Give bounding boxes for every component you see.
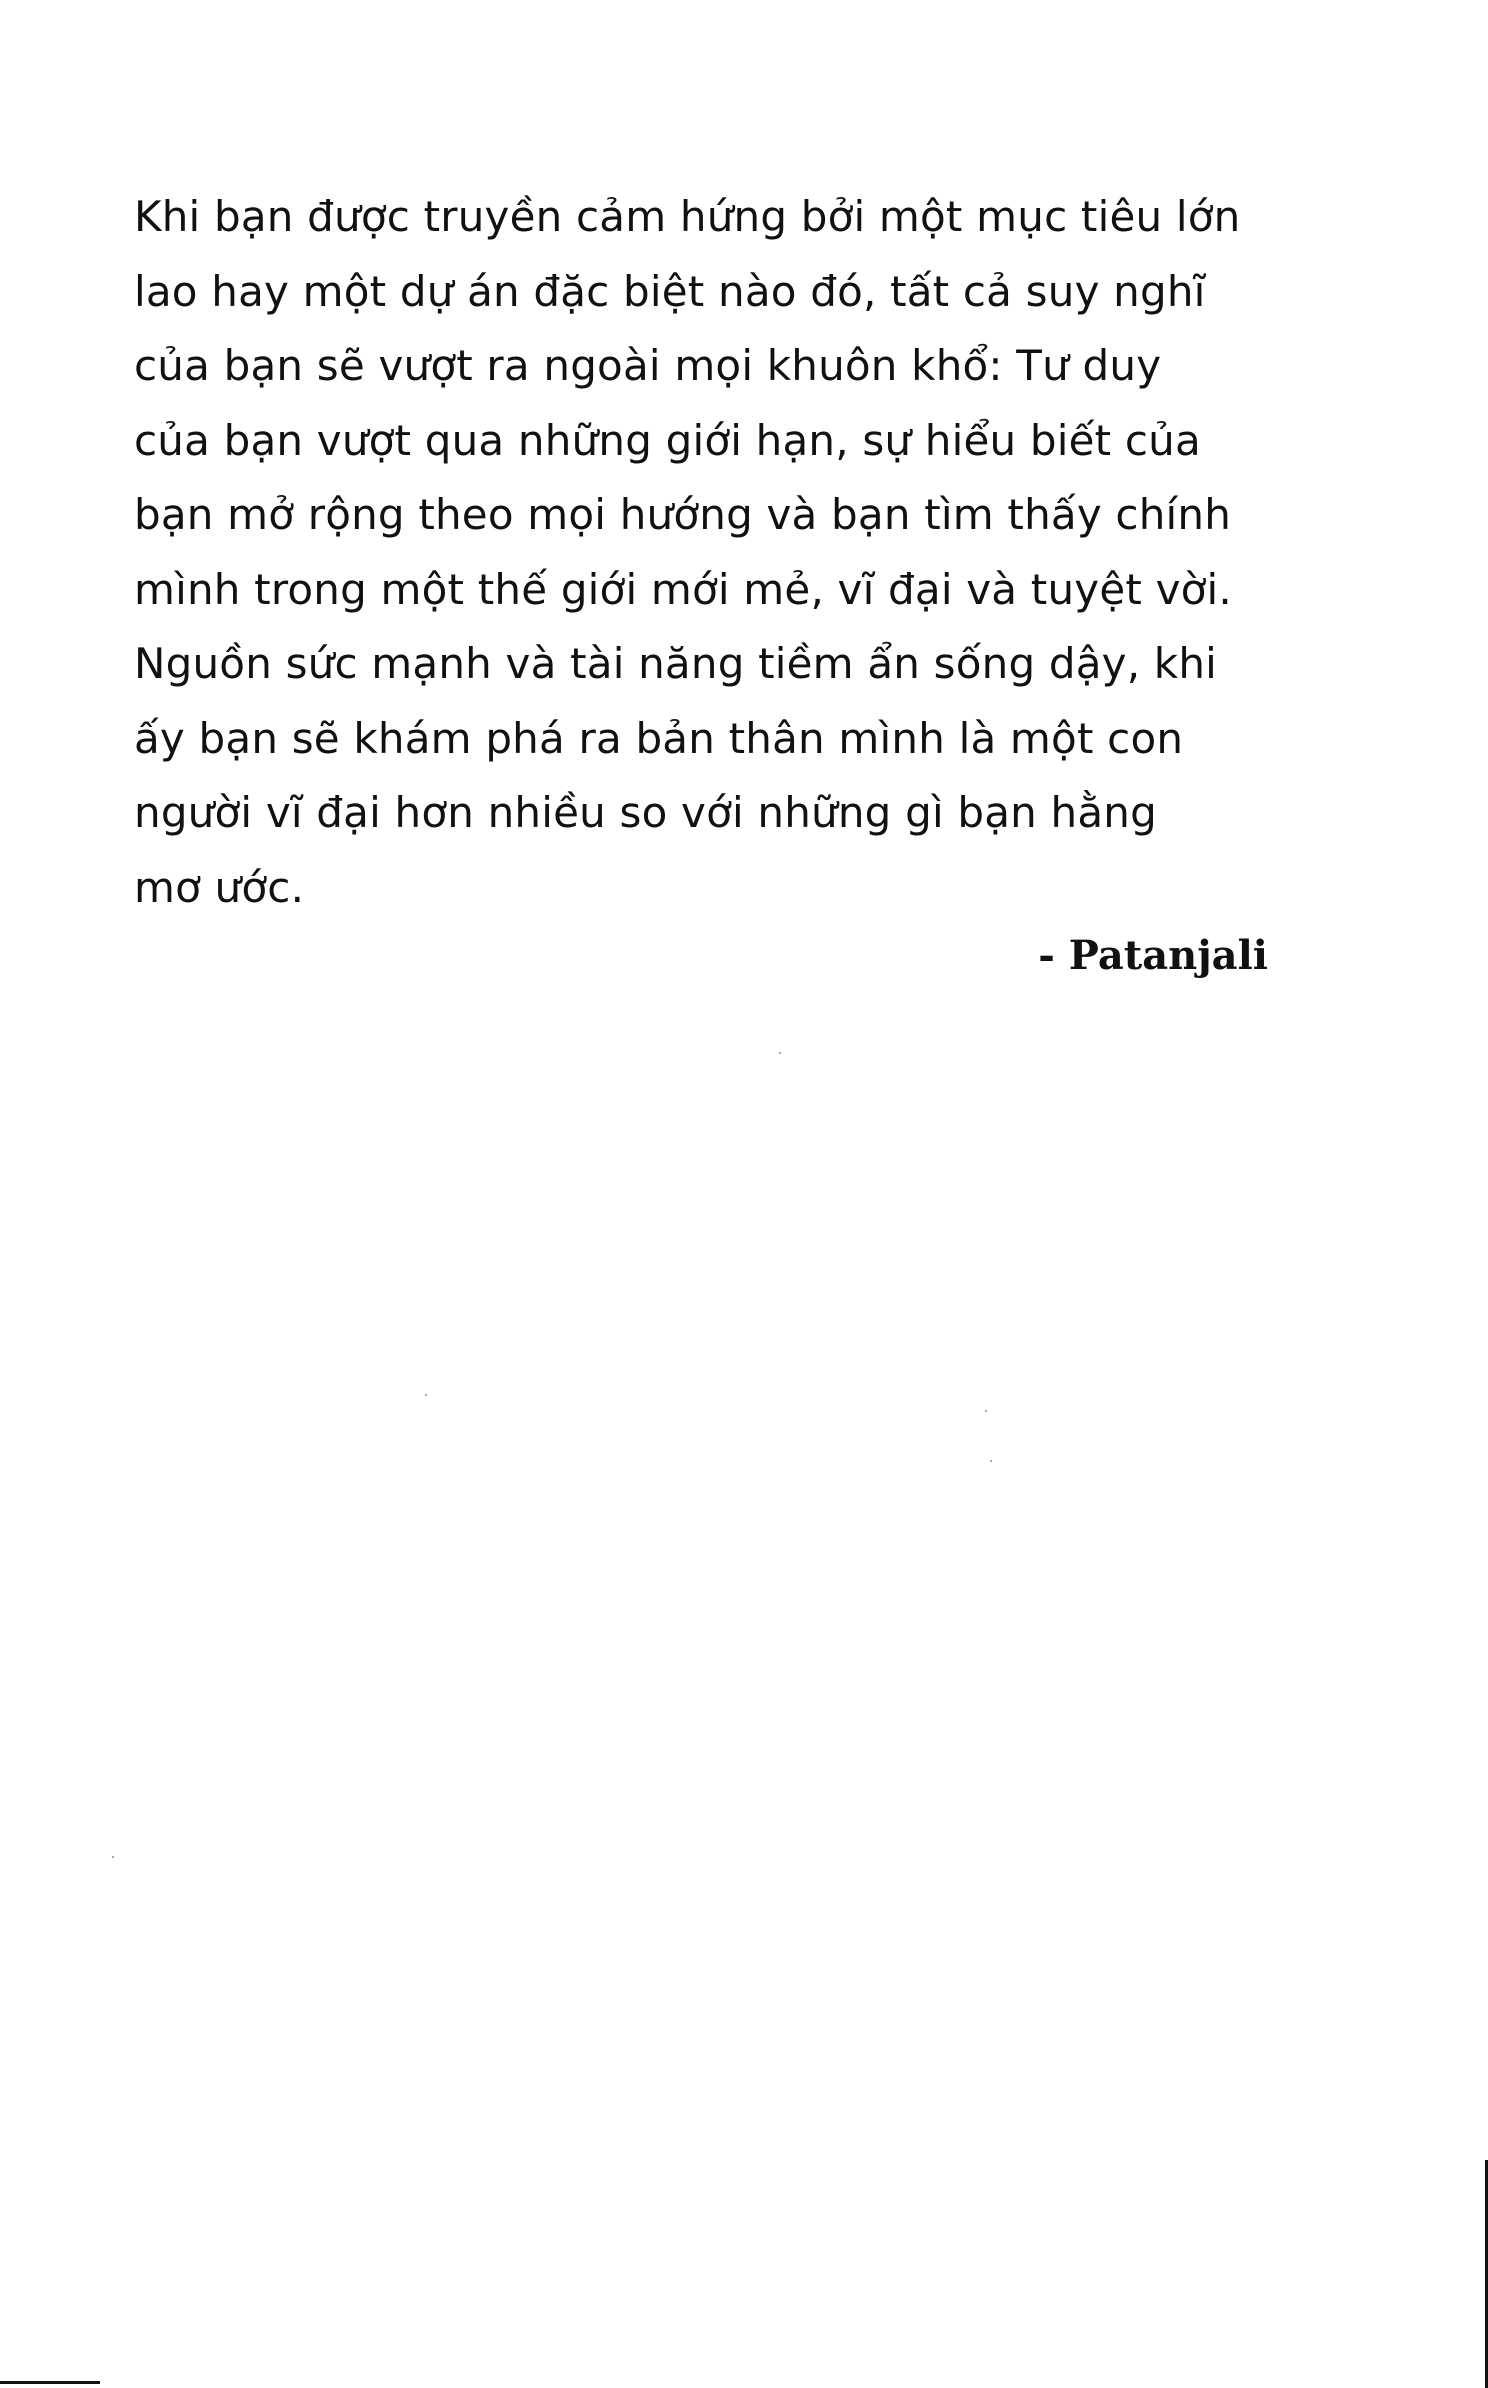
- quote-text: [134, 180, 1274, 925]
- scan-speck: [985, 1410, 987, 1412]
- quote-line: của bạn sẽ vượt ra ngoài mọi khuôn khổ: Tư duy: [134, 341, 1162, 390]
- quote-line: của bạn vượt qua những giới hạn, sự hiểu biết của: [134, 415, 1201, 465]
- scan-speck: [112, 1856, 114, 1858]
- scan-speck: [425, 1394, 427, 1396]
- quote-line: người vĩ đại hơn nhiều so với những gì bạn hằng: [134, 788, 1157, 837]
- quote-line: ấy bạn sẽ khám phá ra bản thân mình là một con: [134, 713, 1184, 763]
- quote-line: Nguồn sức mạnh và tài năng tiềm ẩn sống dậy, khi: [134, 639, 1218, 688]
- quote-line: lao hay một dự án đặc biệt nào đó, tất cả suy nghĩ: [134, 266, 1206, 316]
- quote-line: Khi bạn được truyền cảm hứng bởi một mục tiêu lớn: [134, 192, 1241, 241]
- quote-line: mình trong một thế giới mới mẻ, vĩ đại và tuyệt vời.: [134, 564, 1232, 614]
- page-edge-line: [0, 2381, 100, 2384]
- quote-line: mơ ước.: [134, 862, 305, 912]
- quote-line: bạn mở rộng theo mọi hướng và bạn tìm thấy chính: [134, 490, 1232, 539]
- scan-speck: [779, 1052, 781, 1054]
- quote-attribution: - Patanjali: [1038, 932, 1268, 979]
- scan-speck: [990, 1460, 992, 1462]
